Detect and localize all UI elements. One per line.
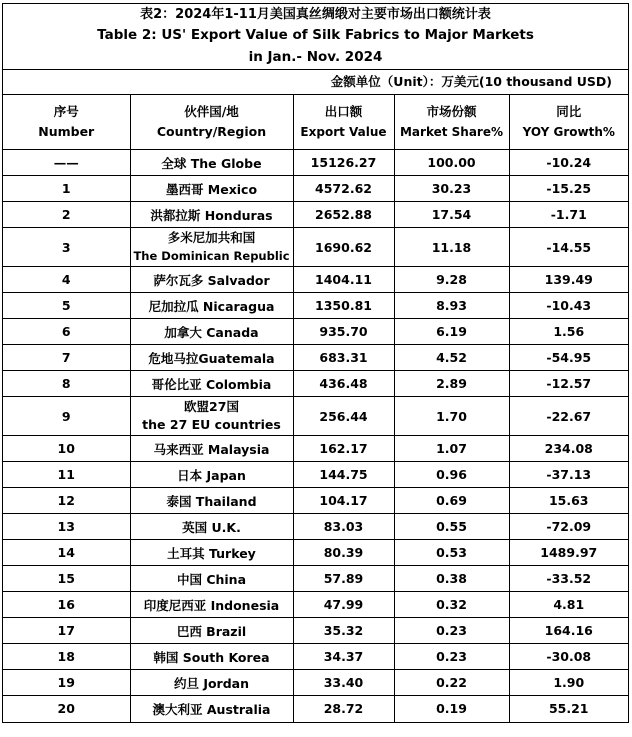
cell-market-share: 8.93 xyxy=(394,293,509,319)
cell-yoy-growth: 1489.97 xyxy=(509,540,628,566)
table-row xyxy=(3,618,628,644)
cell-yoy-growth: 55.21 xyxy=(509,696,628,722)
cell-country-en: The Dominican Republic xyxy=(133,249,290,263)
cell-country: 哥伦比亚 Colombia xyxy=(130,371,293,397)
cell-yoy-growth: -12.57 xyxy=(509,371,628,397)
cell-country xyxy=(130,228,293,267)
cell-yoy-growth: 4.81 xyxy=(509,592,628,618)
cell-market-share: 0.69 xyxy=(394,488,509,514)
cell-export-value: 1404.11 xyxy=(293,267,394,293)
cell-number: 1 xyxy=(3,176,130,202)
cell-export-value: 683.31 xyxy=(293,345,394,371)
table-row xyxy=(3,176,628,202)
cell-export-value: 1690.62 xyxy=(293,228,394,267)
cell-number: 8 xyxy=(3,371,130,397)
cell-number: —— xyxy=(3,150,130,176)
cell-market-share: 0.53 xyxy=(394,540,509,566)
cell-market-share: 0.23 xyxy=(394,618,509,644)
cell-country: 韩国 South Korea xyxy=(130,644,293,670)
cell-number: 13 xyxy=(3,514,130,540)
cell-country: 马来西亚 Malaysia xyxy=(130,436,293,462)
table-row xyxy=(3,150,628,176)
cell-market-share: 9.28 xyxy=(394,267,509,293)
table-row xyxy=(3,696,628,722)
cell-market-share: 0.55 xyxy=(394,514,509,540)
cell-export-value: 34.37 xyxy=(293,644,394,670)
cell-yoy-growth: -15.25 xyxy=(509,176,628,202)
cell-export-value: 15126.27 xyxy=(293,150,394,176)
cell-yoy-growth: 1.90 xyxy=(509,670,628,696)
cell-number: 16 xyxy=(3,592,130,618)
table-row xyxy=(3,462,628,488)
cell-export-value: 83.03 xyxy=(293,514,394,540)
header-yoy-en: YOY Growth% xyxy=(522,125,615,139)
header-share xyxy=(394,95,509,150)
cell-yoy-growth: 15.63 xyxy=(509,488,628,514)
cell-yoy-growth: -22.67 xyxy=(509,397,628,436)
table-row xyxy=(3,592,628,618)
cell-market-share: 11.18 xyxy=(394,228,509,267)
cell-market-share: 1.07 xyxy=(394,436,509,462)
cell-country: 英国 U.K. xyxy=(130,514,293,540)
cell-number: 9 xyxy=(3,397,130,436)
cell-country: 中国 China xyxy=(130,566,293,592)
cell-market-share: 0.96 xyxy=(394,462,509,488)
table-row xyxy=(3,202,628,228)
table-row xyxy=(3,397,628,436)
cell-yoy-growth: -33.52 xyxy=(509,566,628,592)
table-row xyxy=(3,514,628,540)
cell-market-share: 100.00 xyxy=(394,150,509,176)
header-share-zh: 市场份额 xyxy=(426,104,477,119)
cell-number: 3 xyxy=(3,228,130,267)
cell-number: 19 xyxy=(3,670,130,696)
cell-country: 巴西 Brazil xyxy=(130,618,293,644)
cell-number: 5 xyxy=(3,293,130,319)
cell-export-value: 28.72 xyxy=(293,696,394,722)
cell-country: 危地马拉Guatemala xyxy=(130,345,293,371)
cell-number: 11 xyxy=(3,462,130,488)
cell-number: 6 xyxy=(3,319,130,345)
table-row xyxy=(3,670,628,696)
cell-yoy-growth: 234.08 xyxy=(509,436,628,462)
cell-yoy-growth: 164.16 xyxy=(509,618,628,644)
cell-yoy-growth: -10.24 xyxy=(509,150,628,176)
cell-export-value: 1350.81 xyxy=(293,293,394,319)
cell-yoy-growth: 1.56 xyxy=(509,319,628,345)
cell-country: 泰国 Thailand xyxy=(130,488,293,514)
cell-yoy-growth: -37.13 xyxy=(509,462,628,488)
cell-country-zh: 欧盟27国 xyxy=(184,399,239,414)
table-row xyxy=(3,345,628,371)
header-number-en: Number xyxy=(38,124,95,139)
cell-market-share: 0.38 xyxy=(394,566,509,592)
cell-market-share: 2.89 xyxy=(394,371,509,397)
export-table xyxy=(3,94,628,722)
cell-country: 澳大利亚 Australia xyxy=(130,696,293,722)
cell-number: 18 xyxy=(3,644,130,670)
cell-country: 萨尔瓦多 Salvador xyxy=(130,267,293,293)
table-row xyxy=(3,488,628,514)
table-header-row xyxy=(3,95,628,150)
cell-export-value: 436.48 xyxy=(293,371,394,397)
table-body xyxy=(3,150,628,722)
title-english-line2: in Jan.- Nov. 2024 xyxy=(248,49,383,65)
cell-export-value: 47.99 xyxy=(293,592,394,618)
cell-country: 土耳其 Turkey xyxy=(130,540,293,566)
cell-country: 约旦 Jordan xyxy=(130,670,293,696)
unit-label: 金额单位（Unit）：万美元(10 thousand USD) xyxy=(3,69,628,94)
cell-yoy-growth: -1.71 xyxy=(509,202,628,228)
header-country xyxy=(130,95,293,150)
cell-country: 洪都拉斯 Honduras xyxy=(130,202,293,228)
cell-number: 2 xyxy=(3,202,130,228)
export-table-document xyxy=(2,3,629,723)
title-chinese: 表2：2024年1-11月美国真丝绸缎对主要市场出口额统计表 xyxy=(140,7,491,22)
cell-country: 尼加拉瓜 Nicaragua xyxy=(130,293,293,319)
table-row xyxy=(3,228,628,267)
header-number xyxy=(3,95,130,150)
table-row xyxy=(3,371,628,397)
cell-country-zh: 多米尼加共和国 xyxy=(167,230,256,245)
header-yoy-zh: 同比 xyxy=(556,104,582,119)
header-share-en: Market Share% xyxy=(399,125,504,139)
cell-number: 7 xyxy=(3,345,130,371)
table-row xyxy=(3,566,628,592)
cell-export-value: 256.44 xyxy=(293,397,394,436)
header-country-en: Country/Region xyxy=(156,124,267,139)
table-row xyxy=(3,644,628,670)
header-number-zh: 序号 xyxy=(53,104,79,119)
cell-number: 14 xyxy=(3,540,130,566)
title-english-line1: Table 2: US' Export Value of Silk Fabrics to Major Markets xyxy=(97,27,534,43)
cell-market-share: 4.52 xyxy=(394,345,509,371)
table-row xyxy=(3,267,628,293)
cell-yoy-growth: 139.49 xyxy=(509,267,628,293)
cell-number: 4 xyxy=(3,267,130,293)
cell-export-value: 35.32 xyxy=(293,618,394,644)
cell-export-value: 80.39 xyxy=(293,540,394,566)
cell-market-share: 0.22 xyxy=(394,670,509,696)
cell-yoy-growth: -10.43 xyxy=(509,293,628,319)
cell-country-en: the 27 EU countries xyxy=(142,417,281,432)
cell-market-share: 17.54 xyxy=(394,202,509,228)
cell-number: 20 xyxy=(3,696,130,722)
cell-export-value: 144.75 xyxy=(293,462,394,488)
cell-export-value: 935.70 xyxy=(293,319,394,345)
cell-export-value: 33.40 xyxy=(293,670,394,696)
cell-number: 12 xyxy=(3,488,130,514)
cell-market-share: 0.19 xyxy=(394,696,509,722)
cell-yoy-growth: -54.95 xyxy=(509,345,628,371)
cell-country: 日本 Japan xyxy=(130,462,293,488)
table-row xyxy=(3,293,628,319)
header-export-zh: 出口额 xyxy=(324,104,363,119)
header-country-zh: 伙伴国/地 xyxy=(184,104,239,119)
cell-yoy-growth: -30.08 xyxy=(509,644,628,670)
header-yoy xyxy=(509,95,628,150)
cell-country: 加拿大 Canada xyxy=(130,319,293,345)
header-export-en: Export Value xyxy=(300,125,387,139)
table-row xyxy=(3,319,628,345)
cell-country: 墨西哥 Mexico xyxy=(130,176,293,202)
cell-market-share: 0.32 xyxy=(394,592,509,618)
cell-export-value: 104.17 xyxy=(293,488,394,514)
cell-export-value: 4572.62 xyxy=(293,176,394,202)
cell-country xyxy=(130,397,293,436)
cell-market-share: 30.23 xyxy=(394,176,509,202)
header-export xyxy=(293,95,394,150)
cell-market-share: 0.23 xyxy=(394,644,509,670)
cell-market-share: 1.70 xyxy=(394,397,509,436)
cell-market-share: 6.19 xyxy=(394,319,509,345)
table-row xyxy=(3,436,628,462)
cell-number: 10 xyxy=(3,436,130,462)
cell-yoy-growth: -14.55 xyxy=(509,228,628,267)
cell-number: 15 xyxy=(3,566,130,592)
cell-export-value: 162.17 xyxy=(293,436,394,462)
cell-export-value: 2652.88 xyxy=(293,202,394,228)
cell-yoy-growth: -72.09 xyxy=(509,514,628,540)
table-title xyxy=(3,4,628,69)
cell-number: 17 xyxy=(3,618,130,644)
cell-country: 全球 The Globe xyxy=(130,150,293,176)
table-row xyxy=(3,540,628,566)
cell-export-value: 57.89 xyxy=(293,566,394,592)
cell-country: 印度尼西亚 Indonesia xyxy=(130,592,293,618)
